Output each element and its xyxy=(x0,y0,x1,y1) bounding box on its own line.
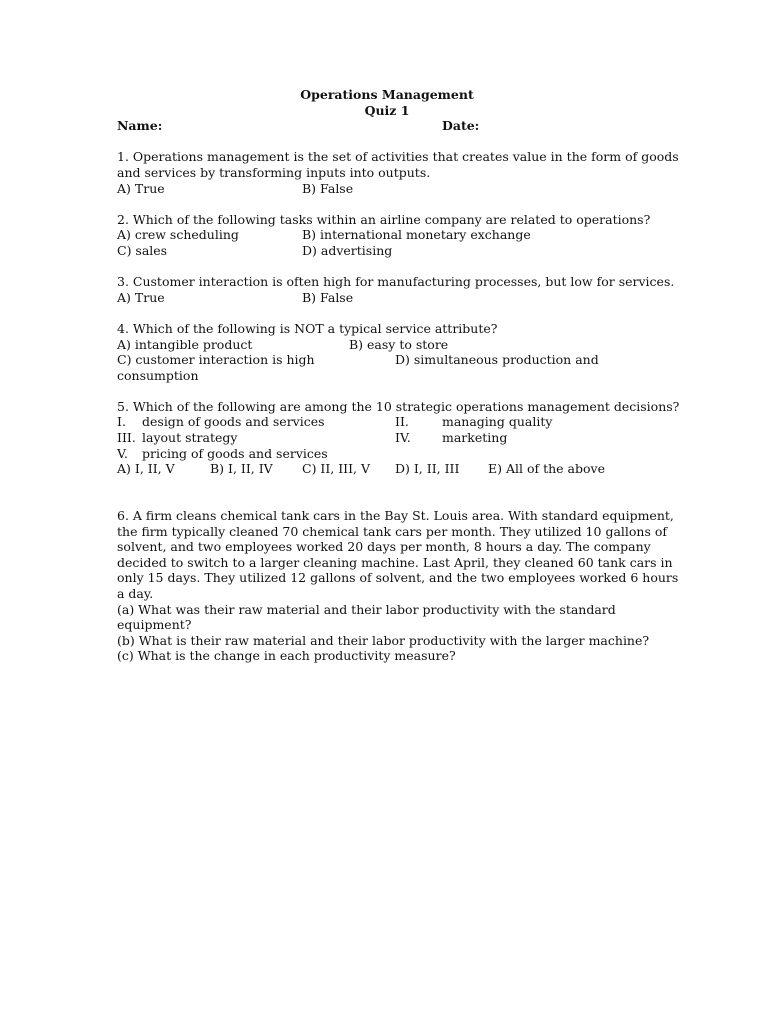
option-d: D) advertising xyxy=(302,242,393,258)
question-text: only 15 days. They utilized 12 gallons of solvent, and the two employees worked 6 hours xyxy=(117,570,679,586)
question-text: 1. Operations management is the set of activities that creates value in the form of goods xyxy=(117,149,679,165)
question-text: decided to switch to a larger cleaning machine. Last April, they cleaned 60 tank cars in xyxy=(117,554,673,570)
question-3 xyxy=(117,274,675,305)
options-row xyxy=(117,461,657,477)
option-d: D) I, II, III xyxy=(395,461,460,477)
roman-row xyxy=(117,414,657,430)
option-e: E) All of the above xyxy=(488,461,605,477)
roman-numeral: III. xyxy=(117,430,136,446)
question-text: and services by transforming inputs into outputs. xyxy=(117,164,431,180)
options-row xyxy=(117,181,657,197)
option-c: C) II, III, V xyxy=(302,461,371,477)
roman-row xyxy=(117,446,657,462)
option-a: A) True xyxy=(117,180,165,196)
quiz-page xyxy=(117,87,680,664)
question-text: 5. Which of the following are among the 10 strategic operations management decisions? xyxy=(117,398,680,414)
option-c: C) customer interaction is high xyxy=(117,352,315,368)
roman-item: design of goods and services xyxy=(142,414,325,430)
question-text: 6. A firm cleans chemical tank cars in the Bay St. Louis area. With standard equipment, xyxy=(117,508,674,524)
roman-item: layout strategy xyxy=(142,430,238,446)
name-label: Name: xyxy=(117,118,163,134)
option-b: B) international monetary exchange xyxy=(302,227,531,243)
question-5 xyxy=(117,398,680,477)
options-row xyxy=(117,352,657,368)
roman-row xyxy=(117,430,657,446)
quiz-subtitle: Quiz 1 xyxy=(364,102,410,118)
sub-question-b: (b) What is their raw material and their labor productivity with the larger machine? xyxy=(117,632,650,648)
roman-numeral: II. xyxy=(395,414,409,430)
question-text: 3. Customer interaction is often high for manufacturing processes, but low for services. xyxy=(117,274,675,290)
option-c: C) sales xyxy=(117,242,168,258)
question-6 xyxy=(117,508,679,664)
question-text: the firm typically cleaned 70 chemical tank cars per month. They utilized 10 gallons of xyxy=(117,523,668,539)
options-row xyxy=(117,243,657,259)
question-text: solvent, and two employees worked 20 days per month, 8 hours a day. The company xyxy=(117,539,651,555)
roman-numeral: IV. xyxy=(395,430,411,446)
option-a: A) True xyxy=(117,289,165,305)
date-label: Date: xyxy=(442,118,480,134)
option-a: A) intangible product xyxy=(117,336,253,352)
roman-item: pricing of goods and services xyxy=(142,445,328,461)
question-text: 2. Which of the following tasks within an airline company are related to operations? xyxy=(117,211,651,227)
option-a: A) crew scheduling xyxy=(117,227,239,243)
name-date-row xyxy=(117,118,657,134)
roman-numeral: I. xyxy=(117,414,126,430)
option-b: B) False xyxy=(302,180,354,196)
sub-question-c: (c) What is the change in each productivity measure? xyxy=(117,648,456,664)
option-b: B) False xyxy=(302,289,354,305)
question-text: 4. Which of the following is NOT a typical service attribute? xyxy=(117,320,498,336)
sub-question-a: equipment? xyxy=(117,617,192,633)
question-text: a day. xyxy=(117,586,154,601)
roman-item: managing quality xyxy=(442,414,553,430)
options-row xyxy=(117,290,657,306)
option-a: A) I, II, V xyxy=(117,461,175,477)
question-1 xyxy=(117,149,679,196)
sub-question-a: (a) What was their raw material and their labor productivity with the standard xyxy=(117,601,616,617)
question-2 xyxy=(117,212,657,259)
quiz-title: Operations Management xyxy=(300,87,474,102)
options-row xyxy=(117,227,657,243)
question-4 xyxy=(117,321,657,383)
roman-numeral: V. xyxy=(117,445,128,461)
option-b: B) easy to store xyxy=(349,336,449,352)
option-d: D) simultaneous production and xyxy=(395,352,599,368)
roman-item: marketing xyxy=(442,430,508,446)
option-b: B) I, II, IV xyxy=(210,461,273,477)
options-row xyxy=(117,337,657,353)
option-d-continued: consumption xyxy=(117,367,199,383)
